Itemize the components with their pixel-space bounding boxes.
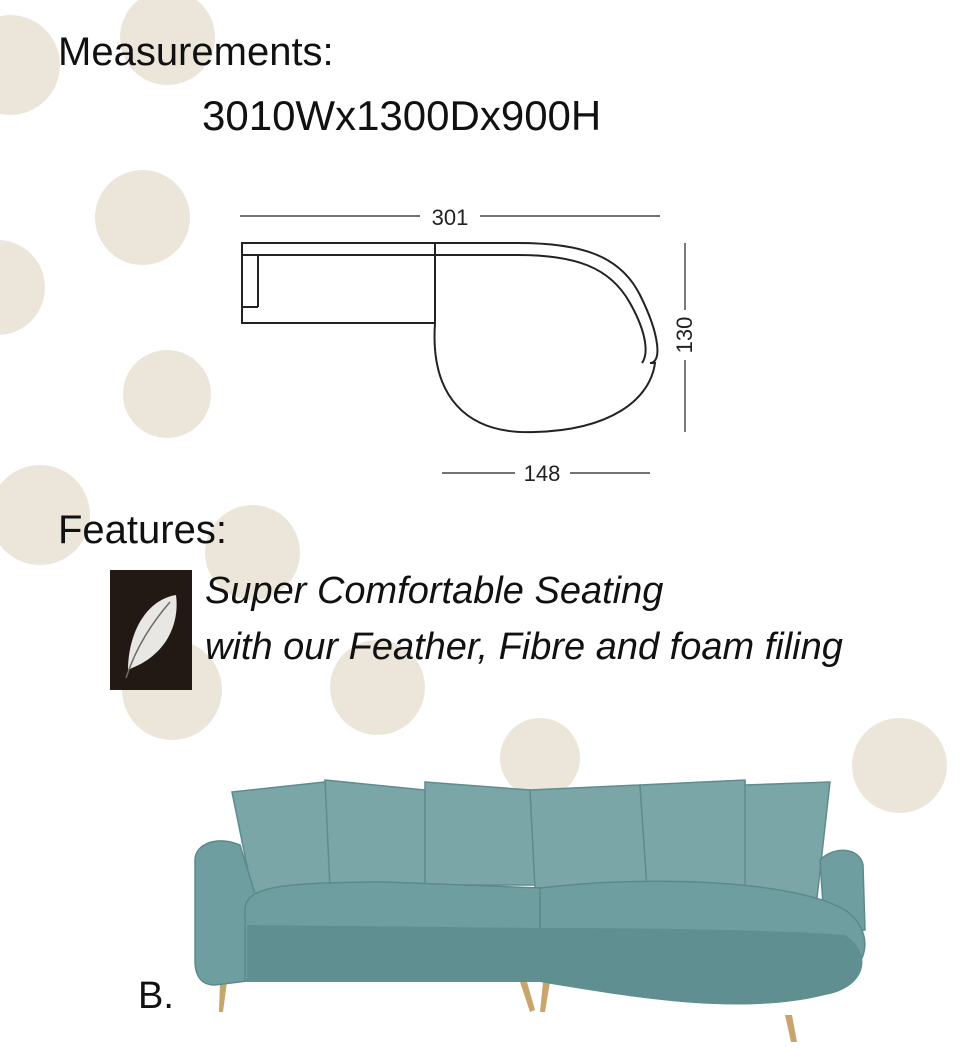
decor-dot bbox=[95, 170, 190, 265]
product-label: B. bbox=[138, 975, 174, 1017]
width-dimension-label: 301 bbox=[431, 205, 469, 230]
feature-line-1: Super Comfortable Seating bbox=[205, 570, 664, 612]
measurements-title: Measurements: bbox=[58, 30, 334, 74]
feather-icon-box bbox=[110, 570, 192, 690]
features-title: Features: bbox=[58, 508, 227, 552]
feather-icon bbox=[110, 570, 192, 690]
chaise-dimension-label: 148 bbox=[523, 461, 561, 486]
measurements-dimensions: 3010Wx1300Dx900H bbox=[202, 92, 602, 139]
depth-dimension-label: 130 bbox=[672, 316, 697, 354]
sofa-image bbox=[185, 770, 885, 1045]
decor-dot bbox=[0, 15, 60, 115]
decor-dot bbox=[0, 240, 45, 335]
sofa-dimension-diagram bbox=[230, 195, 700, 495]
decor-dot bbox=[123, 350, 211, 438]
feature-line-2: with our Feather, Fibre and foam filing bbox=[205, 626, 843, 668]
